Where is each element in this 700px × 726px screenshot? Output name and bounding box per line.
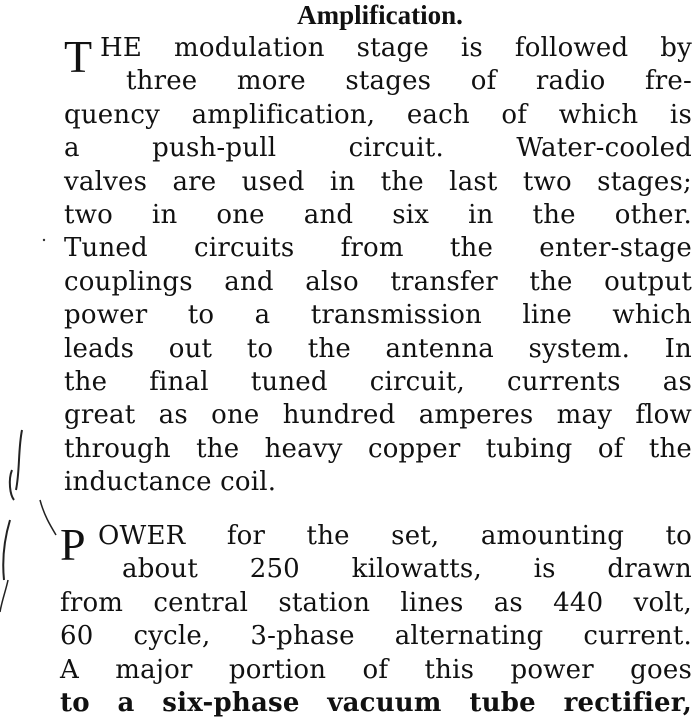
text-line: through the heavy copper tubing of the [64,433,692,464]
text-line: to a six-phase vacuum tube rectifier, [60,687,692,718]
text-line: couplings and also transfer the output [64,266,692,297]
text-line: A major portion of this power goes [60,654,692,685]
text-line: valves are used in the last two stages; [64,166,692,197]
text-line: a push-pull circuit. Water-cooled [64,133,692,164]
text-line: two in one and six in the other. [64,199,692,230]
text-line: the final tuned circuit, currents as [64,366,692,397]
scan-artifact-marks [0,0,60,726]
drop-cap-letter: T [64,31,93,82]
text-line: HE modulation stage is followed by [100,33,692,63]
paragraph-power [60,520,692,720]
text-line: 60 cycle, 3-phase alternating current. [60,621,692,652]
text-line: OWER for the set, amounting to [98,521,692,551]
text-line: inductance coil. [64,467,277,498]
text-line: from central station lines as 440 volt, [60,587,692,618]
text-line: about 250 kilowatts, is drawn [122,554,692,585]
drop-cap-letter: P [60,519,86,570]
text-line: power to a transmission line which [64,300,692,331]
text-line: leads out to the antenna system. In [64,333,692,364]
text-line: Tuned circuits from the enter-stage [64,233,692,264]
text-line: great as one hundred amperes may flow [64,400,692,431]
text-line: quency amplification, each of which is [64,99,692,130]
section-heading: Amplification. [297,0,463,30]
paragraph-amplification [64,32,692,499]
text-line: three more stages of radio fre- [126,66,692,97]
